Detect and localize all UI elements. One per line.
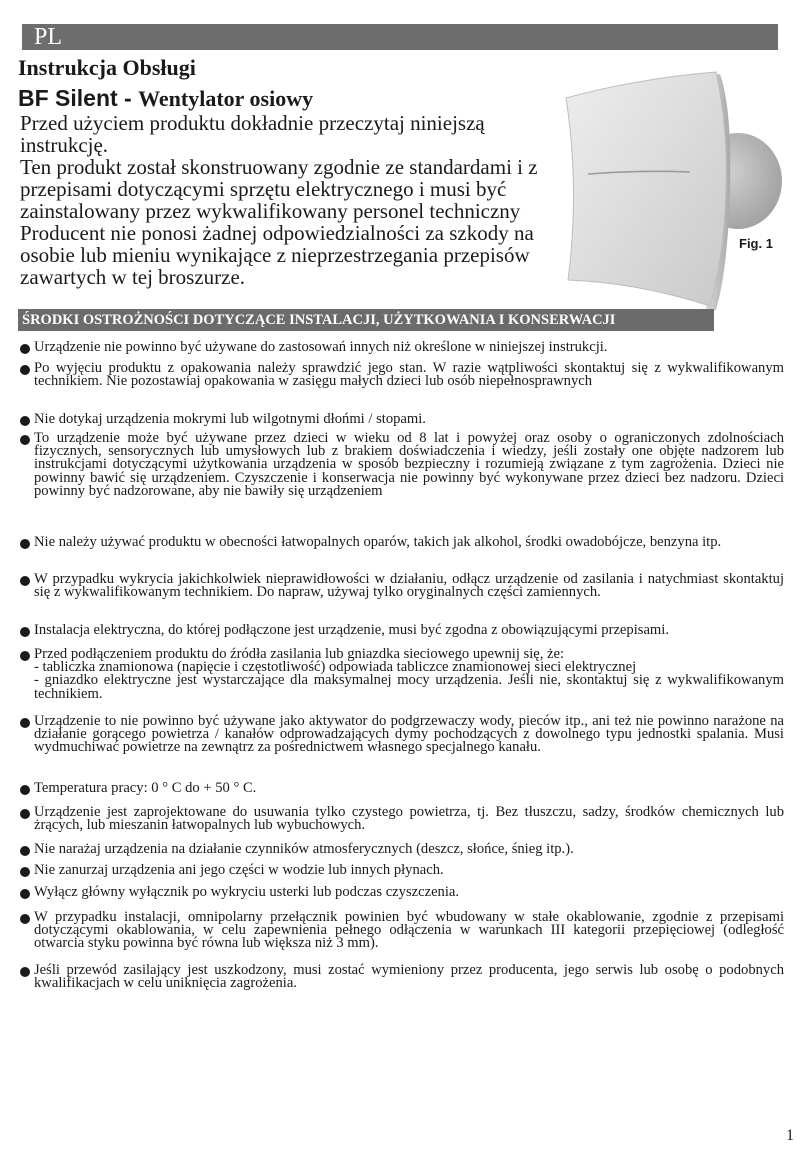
intro-paragraph-3: Producent nie ponosi żadnej odpowiedzialności za szkody na osobie lub mieniu wynikające z nieprzestrzegania przepisów zawartych w tej broszurze. — [20, 221, 534, 289]
list-item: Nie dotykaj urządzenia mokrymi lub wilgotnymi dłońmi / stopami. — [20, 413, 784, 426]
list-item: W przypadku instalacji, omnipolarny przełącznik powinien być wbudowany w stałe okablowanie, zgodnie z przepisami dotyczącymi okablowania, w celu zapewnienia pełnego odłączenia w warunkach III kategorii przepięciowej (odległość otwarcia styku powinna być równa lub większa niż 3 mm). — [20, 911, 784, 951]
title-dash: - — [117, 85, 139, 111]
bullet-icon — [20, 914, 30, 924]
list-item: Urządzenie jest zaprojektowane do usuwania tylko czystego powietrza, tj. Bez tłuszczu, sadzy, środków chemicznych lub żrących, lub mieszanin łatwopalnych lub wybuchowych. — [20, 806, 784, 832]
list-item: Nie należy używać produktu w obecności łatwopalnych oparów, takich jak alkohol, środki owadobójcze, benzyna itp. — [20, 536, 784, 549]
list-item: Temperatura pracy: 0 ° C do + 50 ° C. — [20, 782, 784, 795]
list-item: Urządzenie to nie powinno być używane jako aktywator do podgrzewaczy wody, pieców itp., ani też nie powinno narażone na działanie gorącego powietrza / kanałów odprowadzających dymy pochodzących z dowolnego typu jednostki spalania. Musi wydmuchiwać powietrze na zewnątrz za pośrednictwem własnego specjalnego kanału. — [20, 715, 784, 755]
list-item: Wyłącz główny wyłącznik po wykryciu usterki lub podczas czyszczenia. — [20, 886, 784, 899]
brand-name: BF Silent — [18, 85, 118, 111]
bullet-icon — [20, 889, 30, 899]
bullet-icon — [20, 809, 30, 819]
bullet-icon — [20, 539, 30, 549]
document-title: Instrukcja Obsługi — [18, 55, 196, 80]
bullet-icon — [20, 846, 30, 856]
bullet-icon — [20, 416, 30, 426]
bullet-icon — [20, 785, 30, 795]
bullet-icon — [20, 365, 30, 375]
list-item: Nie zanurzaj urządzenia ani jego części w wodzie lub innych płynach. — [20, 864, 784, 877]
bullet-icon — [20, 344, 30, 354]
list-item: W przypadku wykrycia jakichkolwiek nieprawidłowości w działaniu, odłącz urządzenie od zasilania i natychmiast skontaktuj się z wykwalifikowanym technikiem. Do napraw, używaj tylko oryginalnych części zamiennych. — [20, 573, 784, 599]
bullet-icon — [20, 718, 30, 728]
list-item: Jeśli przewód zasilający jest uszkodzony, musi zostać wymieniony przez producenta, jego serwis lub osobę o podobnych kwalifikacjach w celu uniknięcia zagrożenia. — [20, 964, 784, 990]
bullet-icon — [20, 867, 30, 877]
figure-label: Fig. 1 — [739, 236, 773, 251]
list-item: Urządzenie nie powinno być używane do zastosowań innych niż określone w niniejszej instrukcji. — [20, 341, 784, 354]
intro-paragraph-1: Przed użyciem produktu dokładnie przeczytaj niniejszą instrukcję. — [20, 111, 485, 157]
page-number: 1 — [786, 1127, 794, 1144]
safety-section-heading: ŚRODKI OSTROŻNOŚCI DOTYCZĄCE INSTALACJI, UŻYTKOWANIA I KONSERWACJI — [18, 309, 714, 331]
list-item: Nie narażaj urządzenia na działanie czynników atmosferycznych (deszcz, słońce, śnieg itp.). — [20, 843, 784, 856]
list-item: Po wyjęciu produktu z opakowania należy sprawdzić jego stan. W razie wątpliwości skontaktuj się z wykwalifikowanym technikiem. Nie pozostawiaj opakowania w zasięgu małych dzieci lub osób niepełnosprawnych — [20, 362, 784, 388]
bullet-icon — [20, 576, 30, 586]
list-item: Przed podłączeniem produktu do źródła zasilania lub gniazdka sieciowego upewnij się, że: - tabliczka znamionowa (napięcie i częstotliwość) odpowiada tabliczce znamionowej sieci elektrycznej - gniazdko elektryczne jest wystarczające dla maksymalnej mocy urządzenia. Jeśli nie, skontaktuj się z wykwalifikowanym technikiem. — [20, 648, 784, 701]
intro-paragraph-2: Ten produkt został skonstruowany zgodnie ze standardami i z przepisami dotyczącymi sprzętu elektrycznego i musi być zainstalowany przez wykwalifikowany personel techniczny — [20, 155, 538, 223]
list-item: To urządzenie może być używane przez dzieci w wieku od 8 lat i powyżej oraz osoby o ograniczonych zdolnościach fizycznych, sensorycznych lub umysłowych lub z brakiem doświadczenia i wiedzy, jeśli zostały one objęte nadzorem lub instrukcjami dotyczącymi użytkowania urządzenia w sposób bezpieczny i rozumieją związane z tym zagrożenia. Dzieci nie powinny bawić się urządzeniem. Czyszczenie i konserwacja nie powinny być wykonywane przez dzieci bez nadzoru. Dzieci powinny być nadzorowane, aby nie bawiły się urządzeniem — [20, 432, 784, 498]
bullet-icon — [20, 651, 30, 661]
product-name: Wentylator osiowy — [138, 86, 314, 111]
bullet-icon — [20, 435, 30, 445]
language-code: PL — [34, 24, 63, 50]
list-item: Instalacja elektryczna, do której podłączone jest urządzenie, musi być zgodna z obowiązującymi przepisami. — [20, 624, 784, 637]
bullet-icon — [20, 967, 30, 977]
bullet-icon — [20, 627, 30, 637]
